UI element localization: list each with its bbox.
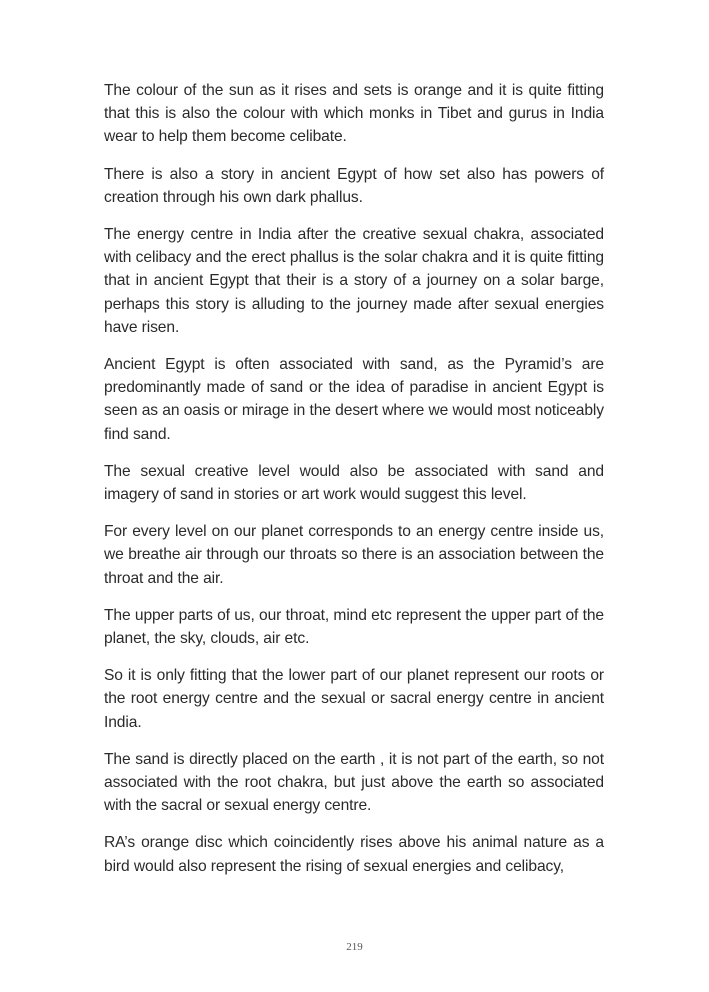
paragraph-sand-earth: The sand is directly placed on the earth , it is not part of the earth, so not associated with the root chakra, but just above the earth so associated with the sacral or sexual energy centre. — [104, 750, 604, 815]
paragraph-solar-chakra: The energy centre in India after the creative sexual chakra, associated with celibacy and the erect phallus is the solar chakra and it is quite fitting that in ancient Egypt that their is a story of a journey on a solar barge, perhaps this story is alluding to the journey made after sexual energies have risen. — [104, 226, 604, 336]
paragraph-lower-part: So it is only fitting that the lower part of our planet represent our roots or the root energy centre and the sexual or sacral energy centre in ancient India. — [104, 667, 604, 731]
paragraph-ra-disc: RA’s orange disc which coincidently rises above his animal nature as a bird would also represent the rising of sexual energies and celibacy, — [104, 834, 604, 875]
paragraph-set-story: There is also a story in ancient Egypt of how set also has powers of creation through his own dark phallus. — [104, 165, 604, 206]
paragraph-sexual-level: The sexual creative level would also be associated with sand and imagery of sand in stories or art work would suggest this level. — [104, 462, 604, 504]
page-number: 219 — [346, 941, 363, 953]
paragraph-egypt-sand: Ancient Egypt is often associated with sand, as the Pyramid’s are predominantly made of sand or the idea of paradise in ancient Egypt is seen as an oasis or mirage in the desert where we would most noticeably find sand. — [104, 356, 604, 443]
paragraph-sun-colour: The colour of the sun as it rises and sets is orange and it is quite fitting that this is also the colour with which monks in Tibet and gurus in India wear to help them become celibate. — [104, 82, 604, 146]
page-body — [104, 79, 604, 892]
paragraph-energy-centre: For every level on our planet corresponds to an energy centre inside us, we breathe air through our throats so there is an association between the throat and the air. — [104, 523, 604, 587]
paragraph-upper-parts: The upper parts of us, our throat, mind etc represent the upper part of the planet, the sky, clouds, air etc. — [104, 606, 604, 648]
